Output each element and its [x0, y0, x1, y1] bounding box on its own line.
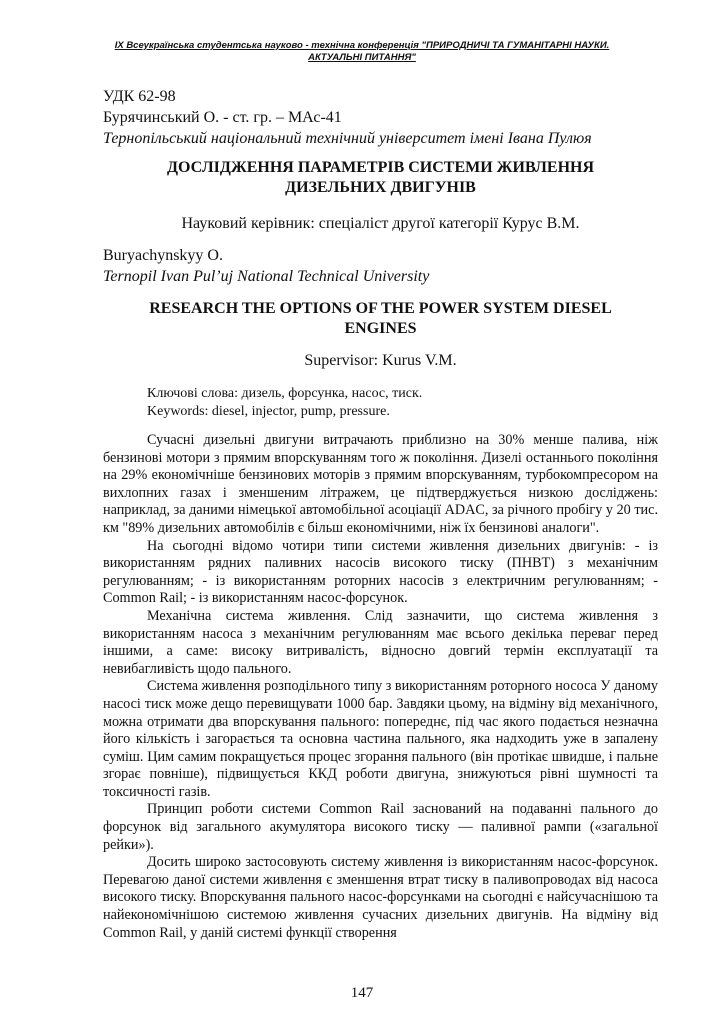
- eng-author-block: [103, 245, 658, 287]
- ukr-title-line-2: ДИЗЕЛЬНИХ ДВИГУНІВ: [285, 179, 476, 196]
- eng-title-line-1: RESEARCH THE OPTIONS OF THE POWER SYSTEM DIESEL: [149, 300, 612, 317]
- body-text: [103, 432, 658, 942]
- keywords-ukr: Ключові слова: дизель, форсунка, насос, тиск.: [147, 386, 423, 401]
- paragraph: Принцип роботи системи Common Rail заснований на подаванні пального до форсунок від загального акумулятора високого тиску — паливної рампи («загальної рейки»).: [103, 801, 658, 853]
- paragraph: Система живлення розподільного типу з використанням роторного нососа У даному насосі тиск може дещо перевищувати 1000 бар. Завдяки цьому, на відміну від механічного, можна отримати два впорскування пального: попереднє, під час якого подається незначна його кількість і загорається та основна частина пального, яка надходить уже в запалену суміш. Цим самим покращується процес згорання пального (він протікає швидше, і пальне згорає повніше), підвищується ККД роботи двигуна, знижуються рівні шумності та токсичності газів.: [103, 678, 658, 800]
- eng-title: [103, 299, 658, 339]
- paragraph: На сьогодні відомо чотири типи системи живлення дизельних двигунів: - із використанням рядних паливних насосів високого тиску (ПНВТ) з механічним регулюванням; - із використанням роторних насосів з електричним регулюванням; - Common Rail; - із використанням насос-форсунок.: [103, 537, 658, 607]
- keywords-eng: Keywords: diesel, injector, pump, pressure.: [147, 404, 390, 419]
- ukr-author-block: [103, 86, 658, 149]
- page-number: 147: [350, 985, 374, 1001]
- udk-code: УДК 62-98: [103, 88, 176, 105]
- ukr-title: [103, 158, 658, 198]
- ukr-supervisor: Науковий керівник: спеціаліст другої категорії Курус В.М.: [181, 215, 580, 232]
- conference-header-line-2: АКТУАЛЬНІ ПИТАННЯ": [308, 52, 416, 63]
- conference-header-line-1: IX Всеукраїнська студентська науково - технічна конференція "ПРИРОДНИЧІ ТА ГУМАНІТАРНІ НАУКИ.: [114, 40, 610, 51]
- paragraph: Сучасні дизельні двигуни витрачають приблизно на 30% менше палива, ніж бензинові мотори з прямим впорскуванням того ж покоління. Дизелі останнього покоління на 29% економічніше бензинових моторів з прямим впорскуванням, турбокомпресором на вихлопних газах і зменшеним літражем, це підтверджується низкою досліджень: наприклад, за даними німецької автомобільної асоціації ADAC, за річного пробігу у 20 тис. км "89% дизельних автомобілів є більш економічними, ніж їх бензинові аналоги".: [103, 432, 658, 536]
- ukr-title-line-1: ДОСЛІДЖЕННЯ ПАРАМЕТРІВ СИСТЕМИ ЖИВЛЕННЯ: [166, 159, 595, 176]
- conference-header: [70, 40, 654, 64]
- keywords-block: [147, 385, 657, 421]
- eng-affiliation: Ternopil Ivan Pul’uj National Technical University: [103, 268, 430, 285]
- eng-supervisor: Supervisor: Kurus V.M.: [304, 352, 457, 369]
- eng-title-line-2: ENGINES: [344, 320, 417, 337]
- ukr-author: Бурячинський О. - ст. гр. – МАс-41: [103, 109, 342, 126]
- eng-author: Buryachynskyy O.: [103, 247, 223, 264]
- paragraph: Досить широко застосовують систему живлення із використанням насос-форсунок. Перевагою даної системи живлення є зменшення втрат тиску в паливопроводах від насоса високого тиску. Впорскування пального насос-форсунками на сьогодні є найсучаснішою та найекономічнішою системою живлення сучасних дизельних двигунів. На відміну від Common Rail, у даній системі функції створення: [103, 854, 658, 941]
- paragraph: Механічна система живлення. Слід зазначити, що система живлення з використанням насоса з механічним регулюванням має всього декілька переваг перед іншими, а саме: високу витривалість, відносно довгий термін експлуатації та невибагливість щодо пального.: [103, 607, 658, 677]
- ukr-affiliation: Тернопільський національний технічний університет імені Івана Пулюя: [103, 130, 592, 147]
